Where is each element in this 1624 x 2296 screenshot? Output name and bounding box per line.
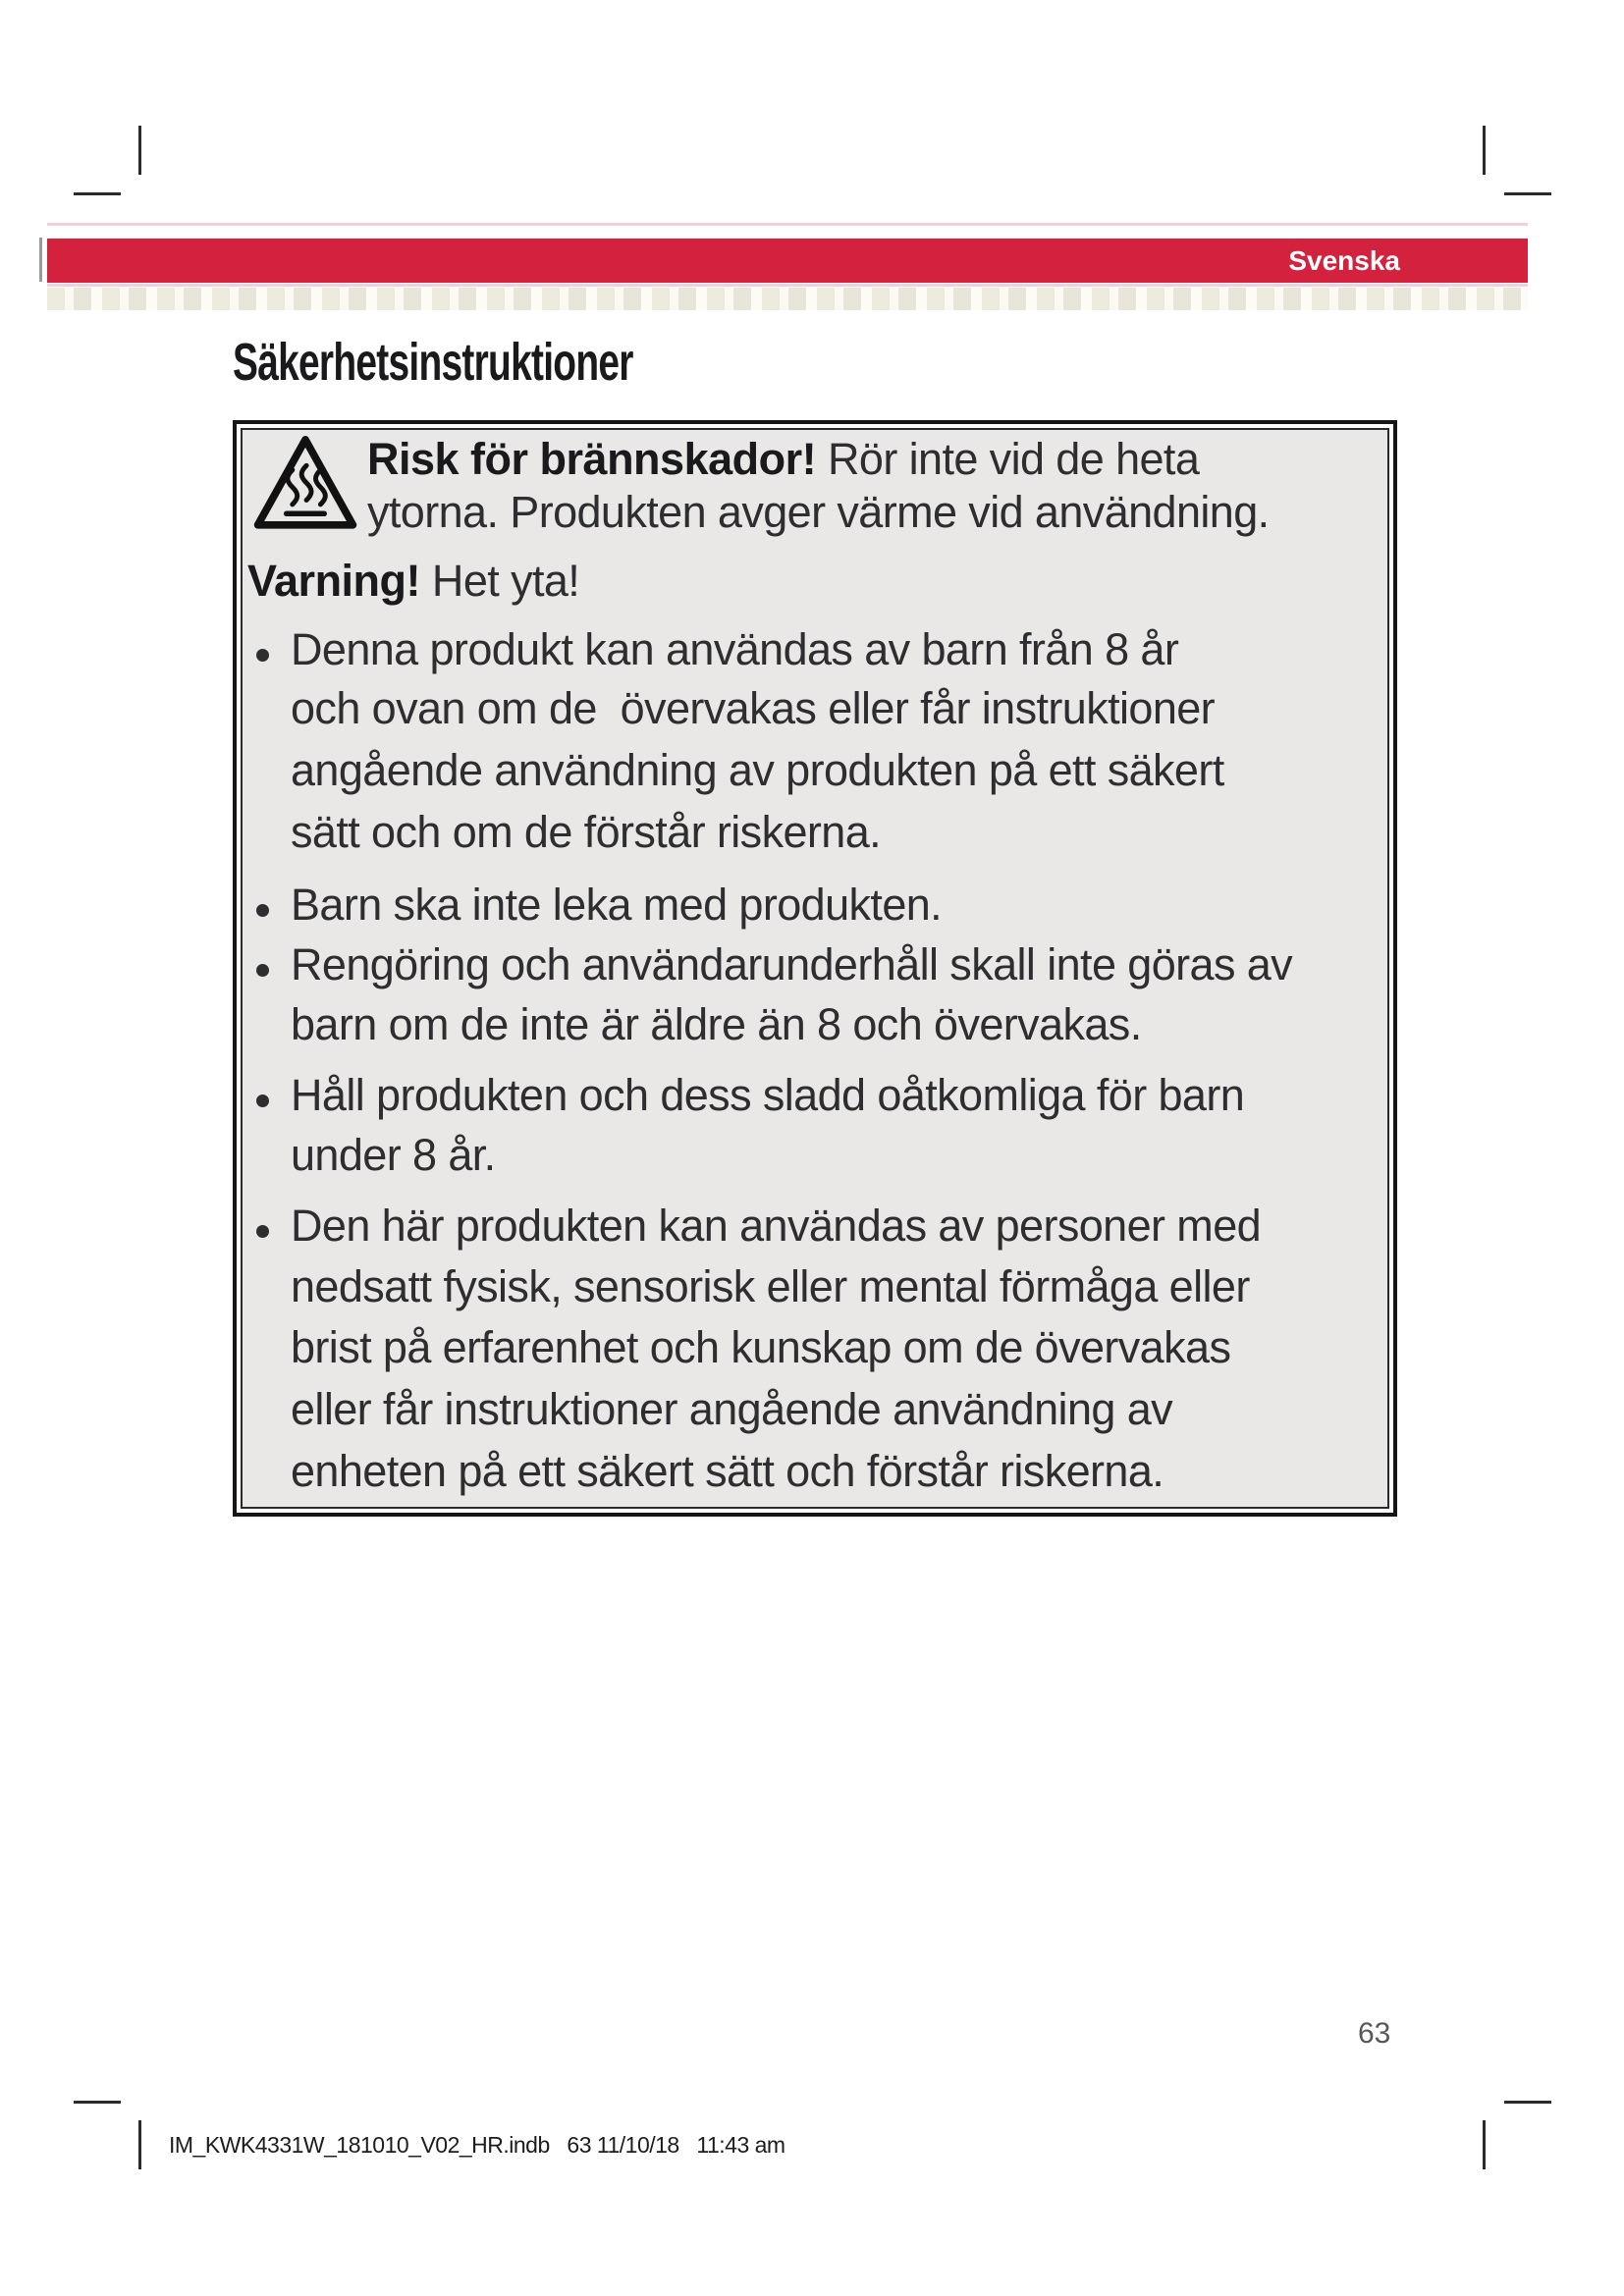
header-scan-line-bottom — [47, 284, 1528, 287]
burn-risk-heading-line2: ytorna. Produkten avger värme vid användning. — [367, 487, 1270, 537]
bullet-marker — [256, 649, 269, 662]
burn-risk-heading-bold: Risk för brännskador! — [367, 434, 817, 484]
bullet-1-line-2: och ovan om de övervakas eller får instruktioner — [291, 683, 1216, 733]
bullet-marker — [256, 1225, 269, 1238]
hot-surface-warning-icon — [251, 433, 359, 535]
burn-risk-heading-rest: Rör inte vid de heta — [816, 434, 1200, 484]
crop-mark-bottom-left-horizontal — [74, 2101, 121, 2104]
bullet-4-line-2: under 8 år. — [291, 1130, 496, 1180]
header-scan-line-top — [47, 223, 1528, 226]
warning-hot-surface-line — [247, 556, 579, 609]
crop-mark-top-left-horizontal — [74, 192, 121, 195]
page-number: 63 — [1358, 2017, 1391, 2050]
scan-edge-artifact — [39, 238, 42, 282]
bullet-marker — [256, 904, 269, 917]
crop-mark-top-right-vertical — [1483, 126, 1486, 175]
language-label: Svenska — [1288, 244, 1400, 276]
warning-rest: Het yta! — [420, 556, 580, 606]
language-header-bar — [47, 239, 1528, 283]
bullet-5-line-1: Den här produkten kan användas av personer med — [291, 1201, 1262, 1251]
bullet-1-line-3: angående användning av produkten på ett säkert — [291, 745, 1224, 795]
burn-risk-heading-line1 — [367, 434, 1199, 487]
bullet-3-line-2: barn om de inte är äldre än 8 och övervakas. — [291, 999, 1142, 1049]
bullet-5-line-2: nedsatt fysisk, sensorisk eller mental förmåga eller — [291, 1261, 1250, 1311]
crop-mark-top-right-horizontal — [1504, 192, 1551, 195]
crop-mark-bottom-right-horizontal — [1504, 2101, 1551, 2104]
bullet-marker — [256, 964, 269, 977]
print-footer: IM_KWK4331W_181010_V02_HR.indb 63 11/10/18 11:43 am — [169, 2132, 785, 2158]
bullet-1-line-4: sätt och om de förstår riskerna. — [291, 807, 882, 857]
bullet-5-line-3: brist på erfarenhet och kunskap om de övervakas — [291, 1322, 1231, 1372]
scan-noise-band — [47, 288, 1528, 310]
bullet-2-line-1: Barn ska inte leka med produkten. — [291, 880, 943, 930]
bullet-3-line-1: Rengöring och användarunderhåll skall inte göras av — [291, 939, 1293, 989]
bullet-4-line-1: Håll produkten och dess sladd oåtkomliga för barn — [291, 1070, 1245, 1120]
bullet-1-line-1: Denna produkt kan användas av barn från 8 år — [291, 624, 1179, 674]
crop-mark-top-left-vertical — [138, 126, 141, 175]
warning-bold: Varning! — [247, 556, 421, 606]
page-title: Säkerhetsinstruktioner — [233, 333, 633, 392]
bullet-5-line-4: eller får instruktioner angående användning av — [291, 1384, 1173, 1434]
crop-mark-bottom-left-vertical — [138, 2120, 141, 2169]
bullet-marker — [256, 1095, 269, 1107]
crop-mark-bottom-right-vertical — [1483, 2120, 1486, 2169]
bullet-5-line-5: enheten på ett säkert sätt och förstår riskerna. — [291, 1446, 1164, 1496]
